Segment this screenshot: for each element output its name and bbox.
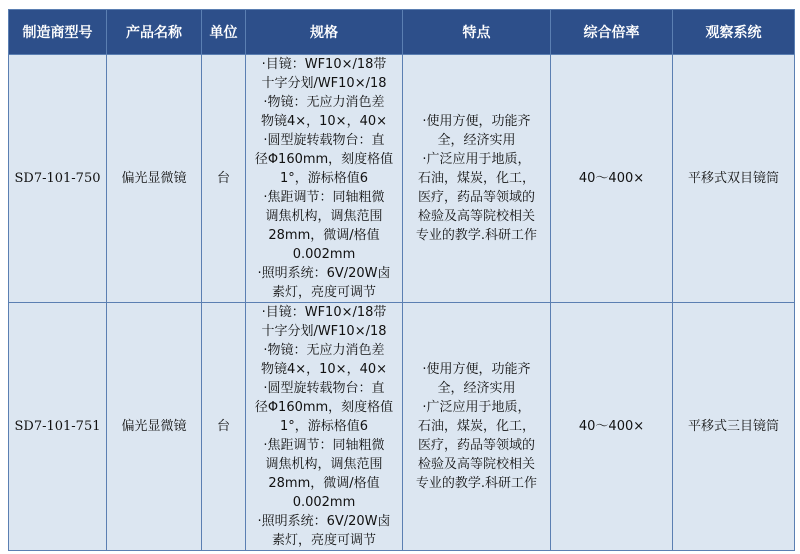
header-product-name: 产品名称	[107, 10, 202, 55]
model-cell: SD7-101-751	[9, 303, 107, 551]
spec-line: 1°，游标格值6	[279, 419, 369, 434]
spec-cell	[246, 303, 403, 551]
spec-line: 0.002mm	[292, 247, 356, 262]
spec-line: 调焦机构，调焦范围	[265, 457, 383, 472]
magnification-cell: 40～400×	[551, 55, 673, 303]
table-row	[9, 55, 795, 303]
spec-cell	[246, 55, 403, 303]
spec-line: ·圆型旋转载物台：直	[263, 133, 385, 148]
features-cell	[403, 303, 551, 551]
feature-line: 专业的教学.科研工作	[415, 228, 538, 243]
observation-cell: 平移式双目镜筒	[673, 55, 795, 303]
spec-line: 径Φ160mm，刻度格值	[254, 152, 394, 167]
spec-line: 28mm，微调/格值	[268, 476, 380, 491]
spec-line: 十字分划/WF10×/18	[261, 76, 387, 91]
header-features: 特点	[403, 10, 551, 55]
feature-line: 医疗，药品等领域的	[417, 190, 535, 205]
feature-line: ·使用方便，功能齐	[422, 114, 531, 129]
spec-line: ·目镜：WF10×/18带	[261, 57, 387, 72]
feature-line: 医疗，药品等领域的	[417, 438, 535, 453]
spec-line: ·圆型旋转载物台：直	[263, 381, 385, 396]
product-name-cell: 偏光显微镜	[107, 55, 202, 303]
spec-line: ·照明系统：6V/20W卤	[257, 266, 391, 281]
spec-line: ·焦距调节：同轴粗微	[263, 438, 385, 453]
feature-line: 石油，煤炭，化工，	[417, 419, 535, 434]
table-row	[9, 303, 795, 551]
header-row	[9, 10, 795, 55]
product-name-cell: 偏光显微镜	[107, 303, 202, 551]
spec-line: ·照明系统：6V/20W卤	[257, 514, 391, 529]
spec-line: 素灯，亮度可调节	[271, 285, 376, 300]
magnification-cell: 40～400×	[551, 303, 673, 551]
spec-line: 物镜4×，10×，40×	[260, 362, 388, 377]
header-model: 制造商型号	[9, 10, 107, 55]
feature-line: 检验及高等院校相关	[417, 457, 535, 472]
unit-cell: 台	[202, 303, 246, 551]
feature-line: ·使用方便，功能齐	[422, 362, 531, 377]
feature-line: 检验及高等院校相关	[417, 209, 535, 224]
header-unit: 单位	[202, 10, 246, 55]
feature-line: 石油，煤炭，化工，	[417, 171, 535, 186]
spec-line: 0.002mm	[292, 495, 356, 510]
spec-line: 十字分划/WF10×/18	[261, 324, 387, 339]
spec-line: 调焦机构，调焦范围	[265, 209, 383, 224]
feature-line: 专业的教学.科研工作	[415, 476, 538, 491]
feature-line: ·广泛应用于地质，	[422, 400, 531, 415]
header-observation: 观察系统	[673, 10, 795, 55]
header-spec: 规格	[246, 10, 403, 55]
unit-cell: 台	[202, 55, 246, 303]
spec-line: ·物镜：无应力消色差	[263, 95, 385, 110]
spec-line: 素灯，亮度可调节	[271, 533, 376, 548]
spec-line: 径Φ160mm，刻度格值	[254, 400, 394, 415]
spec-line: ·焦距调节：同轴粗微	[263, 190, 385, 205]
spec-line: ·目镜：WF10×/18带	[261, 305, 387, 320]
product-spec-table	[8, 9, 795, 551]
spec-line: 28mm，微调/格值	[268, 228, 380, 243]
spec-line: ·物镜：无应力消色差	[263, 343, 385, 358]
features-cell	[403, 55, 551, 303]
observation-cell: 平移式三目镜筒	[673, 303, 795, 551]
spec-line: 1°，游标格值6	[279, 171, 369, 186]
header-magnification: 综合倍率	[551, 10, 673, 55]
feature-line: ·广泛应用于地质，	[422, 152, 531, 167]
feature-line: 全，经济实用	[437, 381, 516, 396]
model-cell: SD7-101-750	[9, 55, 107, 303]
feature-line: 全，经济实用	[437, 133, 516, 148]
spec-line: 物镜4×，10×，40×	[260, 114, 388, 129]
